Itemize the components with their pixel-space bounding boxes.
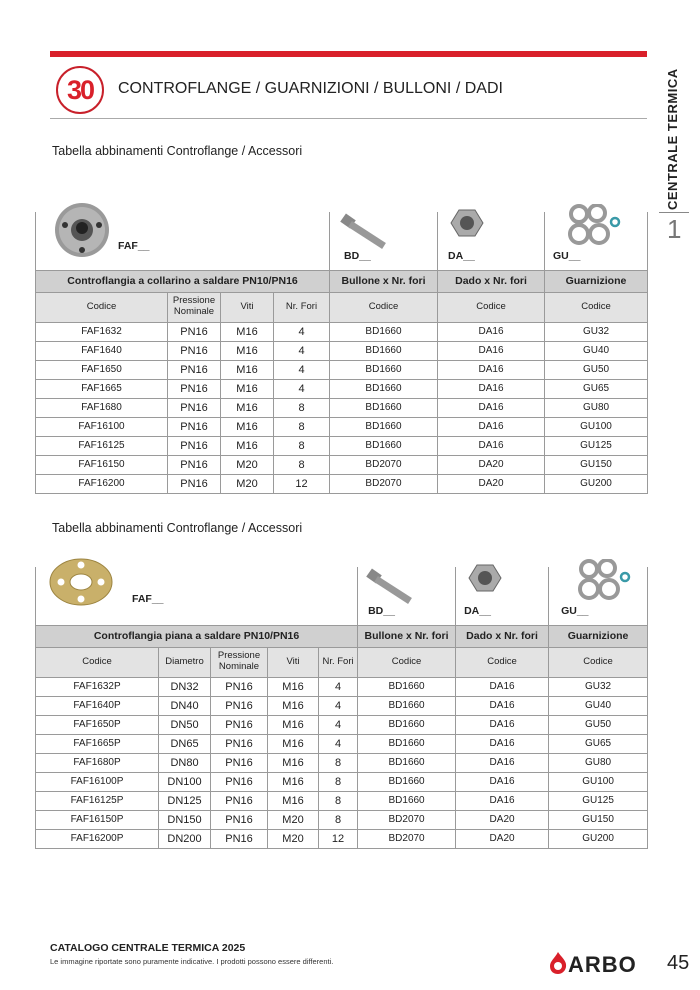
table-cell: M20 (268, 829, 319, 848)
column-header: Codice (438, 292, 545, 322)
table-cell: BD1660 (330, 341, 438, 360)
table-cell: DA20 (456, 810, 549, 829)
table-cell: DA16 (456, 715, 549, 734)
brand-name: ARBO (568, 952, 637, 977)
table-cell: PN16 (168, 474, 221, 493)
bolt-label: BD__ (344, 250, 371, 262)
table-cell: M20 (268, 810, 319, 829)
table-cell: 4 (274, 341, 330, 360)
table-cell: GU80 (549, 753, 648, 772)
slip-on-flange-image (48, 557, 114, 607)
table-cell: GU40 (549, 696, 648, 715)
footer-catalog: CATALOGO CENTRALE TERMICA 2025 (50, 942, 246, 954)
table-cell: BD2070 (358, 810, 456, 829)
table-row (36, 677, 648, 696)
column-header: Codice (330, 292, 438, 322)
section-title-1: Tabella abbinamenti Controflange / Accessori (52, 144, 303, 158)
table-cell: 4 (319, 677, 358, 696)
table-cell: FAF1632 (36, 322, 168, 341)
table-cell: M16 (221, 341, 274, 360)
table-cell: DA16 (438, 436, 545, 455)
table-cell: FAF1640 (36, 341, 168, 360)
table-row (36, 341, 648, 360)
flange-image-cell (36, 212, 330, 270)
table-cell: GU65 (545, 379, 648, 398)
table-piana (35, 567, 648, 849)
table-cell: DA16 (438, 360, 545, 379)
table-row (36, 753, 648, 772)
table-cell: PN16 (168, 398, 221, 417)
table-cell: M16 (221, 379, 274, 398)
table-cell: 12 (319, 829, 358, 848)
table-cell: M16 (268, 772, 319, 791)
table-cell: FAF16125 (36, 436, 168, 455)
flame-icon (548, 951, 568, 975)
bolt-image (340, 212, 390, 252)
table-cell: BD1660 (358, 772, 456, 791)
table-cell: M16 (221, 436, 274, 455)
table-cell: PN16 (211, 772, 268, 791)
flange-label: FAF__ (118, 240, 150, 252)
table-cell: FAF1632P (36, 677, 159, 696)
table-row (36, 322, 648, 341)
table-cell: BD1660 (358, 753, 456, 772)
table-cell: 8 (274, 455, 330, 474)
table-cell: M20 (221, 474, 274, 493)
table-cell: 4 (274, 360, 330, 379)
column-header: Codice (36, 647, 159, 677)
table-cell: FAF16125P (36, 791, 159, 810)
table-cell: FAF16100 (36, 417, 168, 436)
table-cell: PN16 (211, 715, 268, 734)
table-cell: FAF16150 (36, 455, 168, 474)
table-cell: DN100 (159, 772, 211, 791)
table-cell: GU125 (549, 791, 648, 810)
table-cell: BD1660 (330, 417, 438, 436)
table-cell: FAF1650P (36, 715, 159, 734)
page-title: CONTROFLANGE / GUARNIZIONI / BULLONI / DADI (118, 80, 503, 97)
group-header: Controflangia piana a saldare PN10/PN16 (36, 625, 358, 647)
column-header: Pressione Nominale (211, 647, 268, 677)
flange-image-cell (36, 567, 358, 625)
table-cell: M16 (268, 734, 319, 753)
table-cell: BD1660 (330, 322, 438, 341)
table-row (36, 791, 648, 810)
bolt-image-cell (330, 212, 438, 270)
table-cell: GU100 (545, 417, 648, 436)
flange-label: FAF__ (132, 593, 164, 605)
table-cell: 8 (274, 417, 330, 436)
table-cell: FAF16100P (36, 772, 159, 791)
table-cell: 8 (319, 791, 358, 810)
top-red-bar (50, 51, 647, 57)
table-cell: FAF1640P (36, 696, 159, 715)
table-cell: BD1660 (330, 360, 438, 379)
group-header: Dado x Nr. fori (456, 625, 549, 647)
table-cell: DN150 (159, 810, 211, 829)
gasket-label: GU__ (561, 605, 589, 617)
weld-neck-flange-image (52, 200, 112, 260)
table-cell: FAF1665P (36, 734, 159, 753)
group-header: Dado x Nr. fori (438, 270, 545, 292)
table-row (36, 474, 648, 493)
table-cell: PN16 (168, 417, 221, 436)
gasket-image (567, 204, 627, 248)
table-cell: GU100 (549, 772, 648, 791)
table-cell: 8 (319, 810, 358, 829)
table-cell: 8 (274, 398, 330, 417)
table-cell: M16 (221, 398, 274, 417)
column-header: Codice (456, 647, 549, 677)
column-header: Codice (358, 647, 456, 677)
table-cell: BD1660 (330, 436, 438, 455)
column-header: Nr. Fori (319, 647, 358, 677)
table-cell: M16 (268, 696, 319, 715)
table-cell: FAF16150P (36, 810, 159, 829)
group-header: Guarnizione (545, 270, 648, 292)
column-header: Viti (221, 292, 274, 322)
table-row (36, 696, 648, 715)
table-cell: PN16 (168, 455, 221, 474)
table-cell: GU50 (549, 715, 648, 734)
table-cell: M16 (268, 677, 319, 696)
table-cell: 4 (274, 379, 330, 398)
column-header: Diametro (159, 647, 211, 677)
table-cell: GU125 (545, 436, 648, 455)
table-cell: GU150 (545, 455, 648, 474)
table-cell: DA16 (456, 696, 549, 715)
group-header: Controflangia a collarino a saldare PN10/PN16 (36, 270, 330, 292)
table-cell: 8 (319, 772, 358, 791)
table-cell: DA16 (438, 379, 545, 398)
table-cell: GU32 (549, 677, 648, 696)
section-title-2: Tabella abbinamenti Controflange / Accessori (52, 521, 303, 535)
nut-label: DA__ (464, 605, 491, 617)
table-cell: DA16 (438, 398, 545, 417)
table-cell: BD1660 (358, 696, 456, 715)
table-cell: DA16 (456, 791, 549, 810)
table-cell: DA20 (438, 455, 545, 474)
table-row (36, 379, 648, 398)
table-row (36, 455, 648, 474)
nut-image (468, 563, 502, 593)
nut-image-cell (438, 212, 545, 270)
table-cell: BD2070 (330, 455, 438, 474)
table-cell: PN16 (168, 360, 221, 379)
table-cell: PN16 (168, 341, 221, 360)
table-cell: DA16 (438, 417, 545, 436)
table-cell: GU80 (545, 398, 648, 417)
table-cell: 12 (274, 474, 330, 493)
table-cell: FAF1680 (36, 398, 168, 417)
table-cell: BD1660 (330, 379, 438, 398)
table-cell: PN16 (211, 677, 268, 696)
table-cell: M16 (221, 322, 274, 341)
group-header: Bullone x Nr. fori (330, 270, 438, 292)
chapter-badge: 30 (56, 66, 104, 114)
table-cell: DA16 (438, 322, 545, 341)
table-cell: DA16 (456, 734, 549, 753)
column-header: Codice (549, 647, 648, 677)
table-cell: FAF1680P (36, 753, 159, 772)
table-cell: PN16 (211, 734, 268, 753)
table-row (36, 734, 648, 753)
table-cell: FAF16200 (36, 474, 168, 493)
table-cell: PN16 (211, 791, 268, 810)
table-cell: M16 (268, 753, 319, 772)
table-cell: DA16 (456, 677, 549, 696)
bolt-image (366, 567, 416, 607)
table-row (36, 398, 648, 417)
table-cell: BD1660 (358, 677, 456, 696)
table-cell: 8 (319, 753, 358, 772)
side-tab (657, 68, 691, 214)
table-cell: PN16 (211, 753, 268, 772)
table-cell: GU200 (545, 474, 648, 493)
column-header: Viti (268, 647, 319, 677)
table-cell: BD2070 (330, 474, 438, 493)
table-cell: DN50 (159, 715, 211, 734)
table-row (36, 810, 648, 829)
table-cell: DN40 (159, 696, 211, 715)
table-cell: PN16 (211, 810, 268, 829)
side-number: 1 (667, 214, 682, 244)
table-cell: M16 (268, 715, 319, 734)
table-cell: GU150 (549, 810, 648, 829)
bolt-label: BD__ (368, 605, 395, 617)
footer-disclaimer: Le immagine riportate sono puramente indicative. I prodotti possono essere differenti. (50, 957, 334, 966)
bolt-image-cell (358, 567, 456, 625)
table-cell: FAF1650 (36, 360, 168, 379)
column-header: Codice (545, 292, 648, 322)
table-cell: M16 (268, 791, 319, 810)
gasket-image-cell (545, 212, 648, 270)
side-divider (659, 212, 689, 213)
table-cell: BD1660 (358, 715, 456, 734)
table-row (36, 436, 648, 455)
column-header: Codice (36, 292, 168, 322)
divider (50, 118, 647, 119)
table-cell: 8 (274, 436, 330, 455)
table-cell: BD1660 (330, 398, 438, 417)
table-cell: DA16 (438, 341, 545, 360)
column-header: Nr. Fori (274, 292, 330, 322)
table-cell: GU40 (545, 341, 648, 360)
table-cell: BD2070 (358, 829, 456, 848)
table-cell: PN16 (211, 829, 268, 848)
table-cell: BD1660 (358, 734, 456, 753)
table-cell: M20 (221, 455, 274, 474)
nut-image-cell (456, 567, 549, 625)
table-cell: FAF1665 (36, 379, 168, 398)
table-row (36, 715, 648, 734)
table-cell: DN65 (159, 734, 211, 753)
table-collarino (35, 212, 648, 494)
table-row (36, 829, 648, 848)
table-cell: M16 (221, 360, 274, 379)
table-cell: DA20 (438, 474, 545, 493)
table-cell: DN32 (159, 677, 211, 696)
table-cell: PN16 (211, 696, 268, 715)
table-cell: DN80 (159, 753, 211, 772)
gasket-image-cell (549, 567, 648, 625)
group-header: Guarnizione (549, 625, 648, 647)
gasket-image (577, 559, 637, 603)
side-label: CENTRALE TERMICA (665, 68, 680, 210)
table-cell: GU65 (549, 734, 648, 753)
table-cell: 4 (319, 734, 358, 753)
table-cell: 4 (274, 322, 330, 341)
table-cell: GU200 (549, 829, 648, 848)
page-number: 45 (667, 952, 690, 974)
table-cell: PN16 (168, 379, 221, 398)
table-cell: DN125 (159, 791, 211, 810)
table-cell: DA16 (456, 753, 549, 772)
table-cell: 4 (319, 696, 358, 715)
table-cell: DA20 (456, 829, 549, 848)
nut-image (450, 208, 484, 238)
table-cell: GU50 (545, 360, 648, 379)
table-cell: M16 (221, 417, 274, 436)
table-cell: PN16 (168, 322, 221, 341)
table-cell: PN16 (168, 436, 221, 455)
gasket-label: GU__ (553, 250, 581, 262)
table-row (36, 772, 648, 791)
table-row (36, 360, 648, 379)
table-cell: DA16 (456, 772, 549, 791)
table-cell: DN200 (159, 829, 211, 848)
table-cell: 4 (319, 715, 358, 734)
column-header: Pressione Nominale (168, 292, 221, 322)
brand-logo (548, 951, 637, 978)
table-row (36, 417, 648, 436)
group-header: Bullone x Nr. fori (358, 625, 456, 647)
table-cell: BD1660 (358, 791, 456, 810)
nut-label: DA__ (448, 250, 475, 262)
table-cell: FAF16200P (36, 829, 159, 848)
table-cell: GU32 (545, 322, 648, 341)
